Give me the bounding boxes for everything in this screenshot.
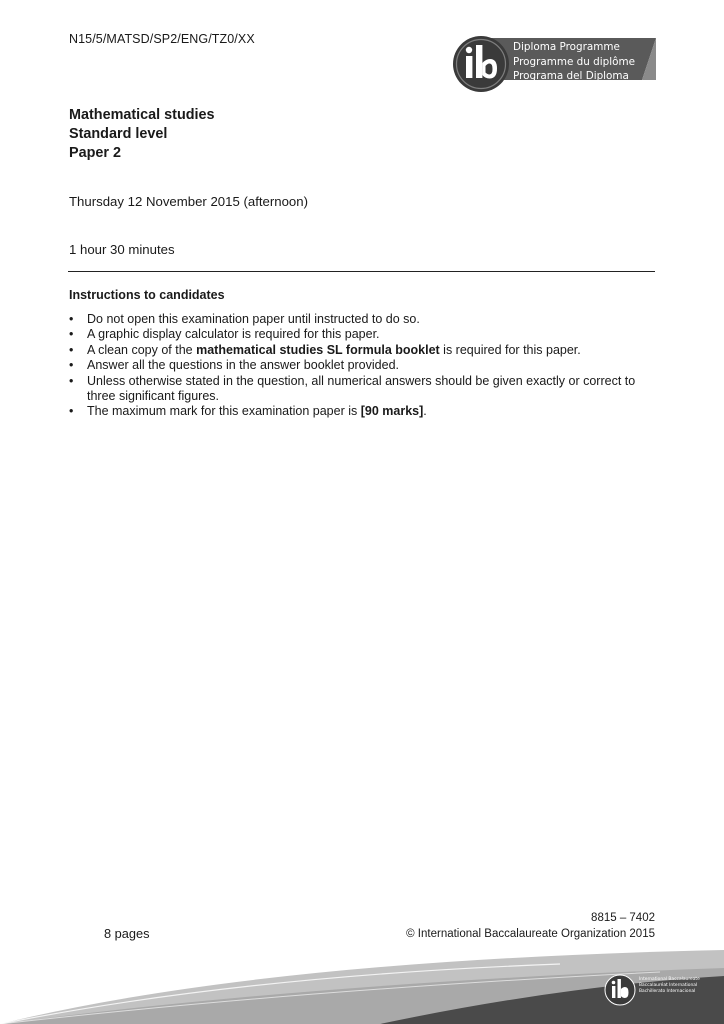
subject-title: Mathematical studies: [69, 107, 215, 123]
ib-diploma-logo: [449, 35, 656, 93]
bullet-icon: •: [69, 312, 74, 326]
page-count: 8 pages: [104, 926, 150, 941]
bullet-icon: •: [69, 404, 74, 419]
divider-line: [68, 271, 655, 272]
footer-logo-line-en: International Baccalaureate: [639, 977, 700, 982]
footer-swoosh: [0, 946, 724, 1024]
level-title: Standard level: [69, 126, 168, 142]
formula-booklet-emphasis: mathematical studies SL formula booklet: [196, 342, 440, 357]
ib-footer-logo-text: [639, 977, 700, 995]
footer-logo-line-es: Bachillerato Internacional: [639, 989, 696, 994]
bullet-icon: •: [69, 358, 74, 373]
instruction-item: • A clean copy of the mathematical studies SL formula booklet is required for this paper.: [69, 342, 581, 357]
ib-logo-text: [513, 40, 635, 84]
bullet-icon: •: [69, 327, 74, 342]
paper-number: Paper 2: [69, 145, 121, 161]
logo-line-fr: Programme du diplôme: [513, 55, 635, 68]
paper-titles: [69, 106, 215, 163]
instruction-item: • The maximum mark for this examination paper is [90 marks].: [69, 404, 427, 419]
bullet-icon: •: [69, 342, 74, 357]
instruction-item: • Do not open this examination paper until instructed to do so.: [69, 312, 420, 326]
instructions-heading: Instructions to candidates: [69, 288, 225, 302]
ib-footer-logo-icon: [605, 975, 635, 1005]
document-number: 8815 – 7402: [591, 912, 655, 924]
instruction-item: • Unless otherwise stated in the question, all numerical answers should be given exactly or correct to three significant figures.: [69, 373, 636, 404]
instruction-item: • A graphic display calculator is required for this paper.: [69, 327, 380, 342]
exam-date: Thursday 12 November 2015 (afternoon): [69, 194, 308, 209]
logo-line-es: Programa del Diploma: [513, 70, 629, 82]
exam-code: N15/5/MATSD/SP2/ENG/TZ0/XX: [69, 32, 255, 46]
instruction-item: • Answer all the questions in the answer booklet provided.: [69, 358, 399, 373]
footer-logo-line-fr: Baccalauréat International: [639, 983, 698, 988]
max-marks-emphasis: [90 marks]: [360, 404, 424, 419]
copyright-notice: © International Baccalaureate Organization 2015: [406, 928, 655, 940]
exam-duration: 1 hour 30 minutes: [69, 242, 175, 257]
logo-line-en: Diploma Programme: [513, 41, 620, 53]
instructions-list: [69, 312, 659, 420]
bullet-icon: •: [69, 373, 74, 388]
